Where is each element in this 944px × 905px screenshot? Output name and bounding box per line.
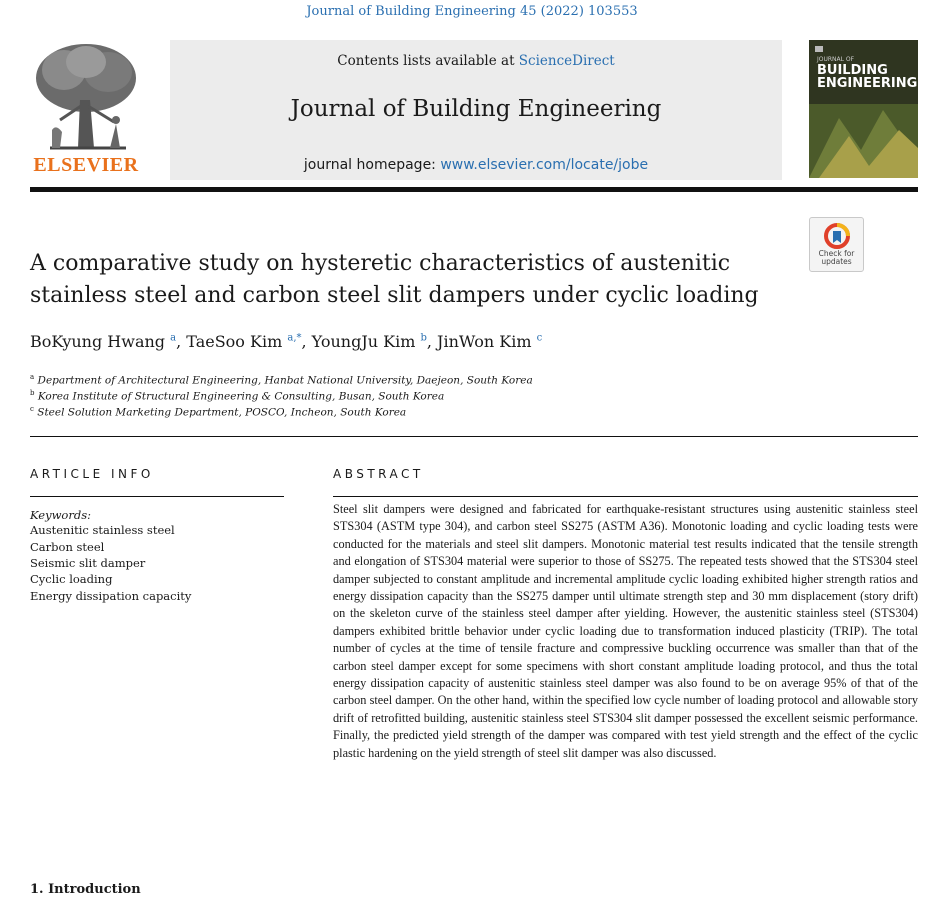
elsevier-wordmark: ELSEVIER [33, 154, 139, 176]
check-for-updates-button[interactable] [809, 217, 864, 272]
check-updates-label [810, 250, 863, 266]
contents-prefix: Contents lists available at [337, 53, 519, 69]
header-rule [30, 187, 918, 192]
check-updates-line-1: Check for [818, 249, 855, 258]
affiliation-marker: c [30, 405, 34, 413]
article-info-heading: ARTICLE INFO [30, 467, 154, 481]
sciencedirect-link[interactable]: ScienceDirect [518, 53, 615, 69]
author-name: YoungJu Kim [311, 332, 416, 351]
journal-title: Journal of Building Engineering [290, 96, 662, 122]
affiliation [30, 373, 533, 387]
affiliation-text: Steel Solution Marketing Department, POSCO, Incheon, South Korea [37, 406, 407, 419]
affiliation-link[interactable]: c [536, 332, 543, 344]
journal-cover-thumbnail[interactable] [809, 40, 918, 178]
author-list: BoKyung Hwang $^a$, TaeSoo Kim $^{a,*}$, YoungJu Kim $^b$, JinWon Kim $^c$ [30, 332, 543, 351]
abstract-rule [333, 496, 918, 497]
cover-title [817, 64, 917, 90]
affiliation-link[interactable]: a [170, 332, 177, 344]
affiliation-text: Department of Architectural Engineering, Hanbat National University, Daejeon, South Korea [37, 374, 533, 387]
keyword: Austenitic stainless steel [30, 523, 175, 537]
journal-citation-link[interactable]: Journal of Building Engineering 45 (2022) 103553 [306, 4, 638, 19]
author-name: JinWon Kim [437, 332, 532, 351]
contents-line [170, 53, 782, 69]
article-info-rule [30, 496, 284, 497]
check-updates-icon [824, 223, 850, 249]
keywords-label: Keywords: [30, 508, 91, 522]
check-updates-line-2: updates [821, 257, 852, 266]
abstract-body: Steel slit dampers were designed and fabricated for earthquake-resistant structures using austenitic stainless steel STS304 (ASTM type 304), and carbon steel SS275 (ASTM A36). Monotonic loading and cyclic loading tests were conducted for the materials and steel slit dampers. Monotonic material test results indicated that the tensile strength and elongation of STS304 material were superior to those of SS275. The repeated tests showed that the STS304 steel damper subjected to constant amplitude and incremental amplitude cyclic loading exhibited higher strength ratios and energy dissipation capacity than the SS275 damper until ultimate strength step and 30 mm displacement (story drift) on the skeleton curve of the stainless steel damper after yielding. However, the austenitic stainless steel (STS304) dampers exhibited brittle behavior under cyclic loading due to transformation induced plasticity (TRIP). The total number of cycles at the time of tensile fracture and compressive buckling occurrence was smaller than that of the carbon steel damper except for some specimens with short constant amplitude loading protocol, and thus the total energy dissipation capacity of austenitic stainless steel damper was also found to be on average 95% of that of the carbon steel damper. On the other hand, within the specified low cycle number of loading protocol and allowable story drift of retrofitted building, austenitic stainless steel STS304 slit damper possessed the excellent seismic performance. Finally, the predicted yield strength of the damper was compared with test yield strength and the effect of the cyclic plastic hardening on the yield strength of steel slit damper was also discussed. [333, 502, 918, 760]
affiliation-marker: b [30, 389, 35, 397]
section-rule [30, 436, 918, 437]
journal-header-box [170, 40, 782, 180]
affiliation [30, 389, 444, 403]
cover-title-line-2: ENGINEERING [817, 76, 918, 91]
affiliation-link[interactable]: b [420, 332, 427, 344]
cover-small-text: JOURNAL OF [817, 56, 855, 63]
homepage-line [170, 157, 782, 173]
homepage-prefix: journal homepage: [303, 157, 441, 173]
keyword: Carbon steel [30, 540, 105, 554]
author-name: TaeSoo Kim [186, 332, 283, 351]
author-name: BoKyung Hwang [30, 332, 166, 351]
keyword: Seismic slit damper [30, 556, 146, 570]
abstract-heading: ABSTRACT [333, 467, 424, 481]
homepage-link[interactable]: www.elsevier.com/locate/jobe [440, 157, 649, 173]
keyword: Cyclic loading [30, 572, 113, 586]
affiliation-link[interactable]: a,* [287, 332, 302, 344]
affiliation-marker: a [30, 373, 35, 381]
affiliation [30, 405, 406, 419]
paper-title: A comparative study on hysteretic characteristics of austenitic stainless steel and carbon steel slit dampers under cyclic loading [30, 251, 759, 308]
affiliation-text: Korea Institute of Structural Engineering & Consulting, Busan, South Korea [37, 390, 445, 403]
cover-title-line-1: BUILDING [817, 63, 888, 78]
keyword: Energy dissipation capacity [30, 589, 192, 603]
section-heading-introduction: 1. Introduction [30, 882, 141, 897]
